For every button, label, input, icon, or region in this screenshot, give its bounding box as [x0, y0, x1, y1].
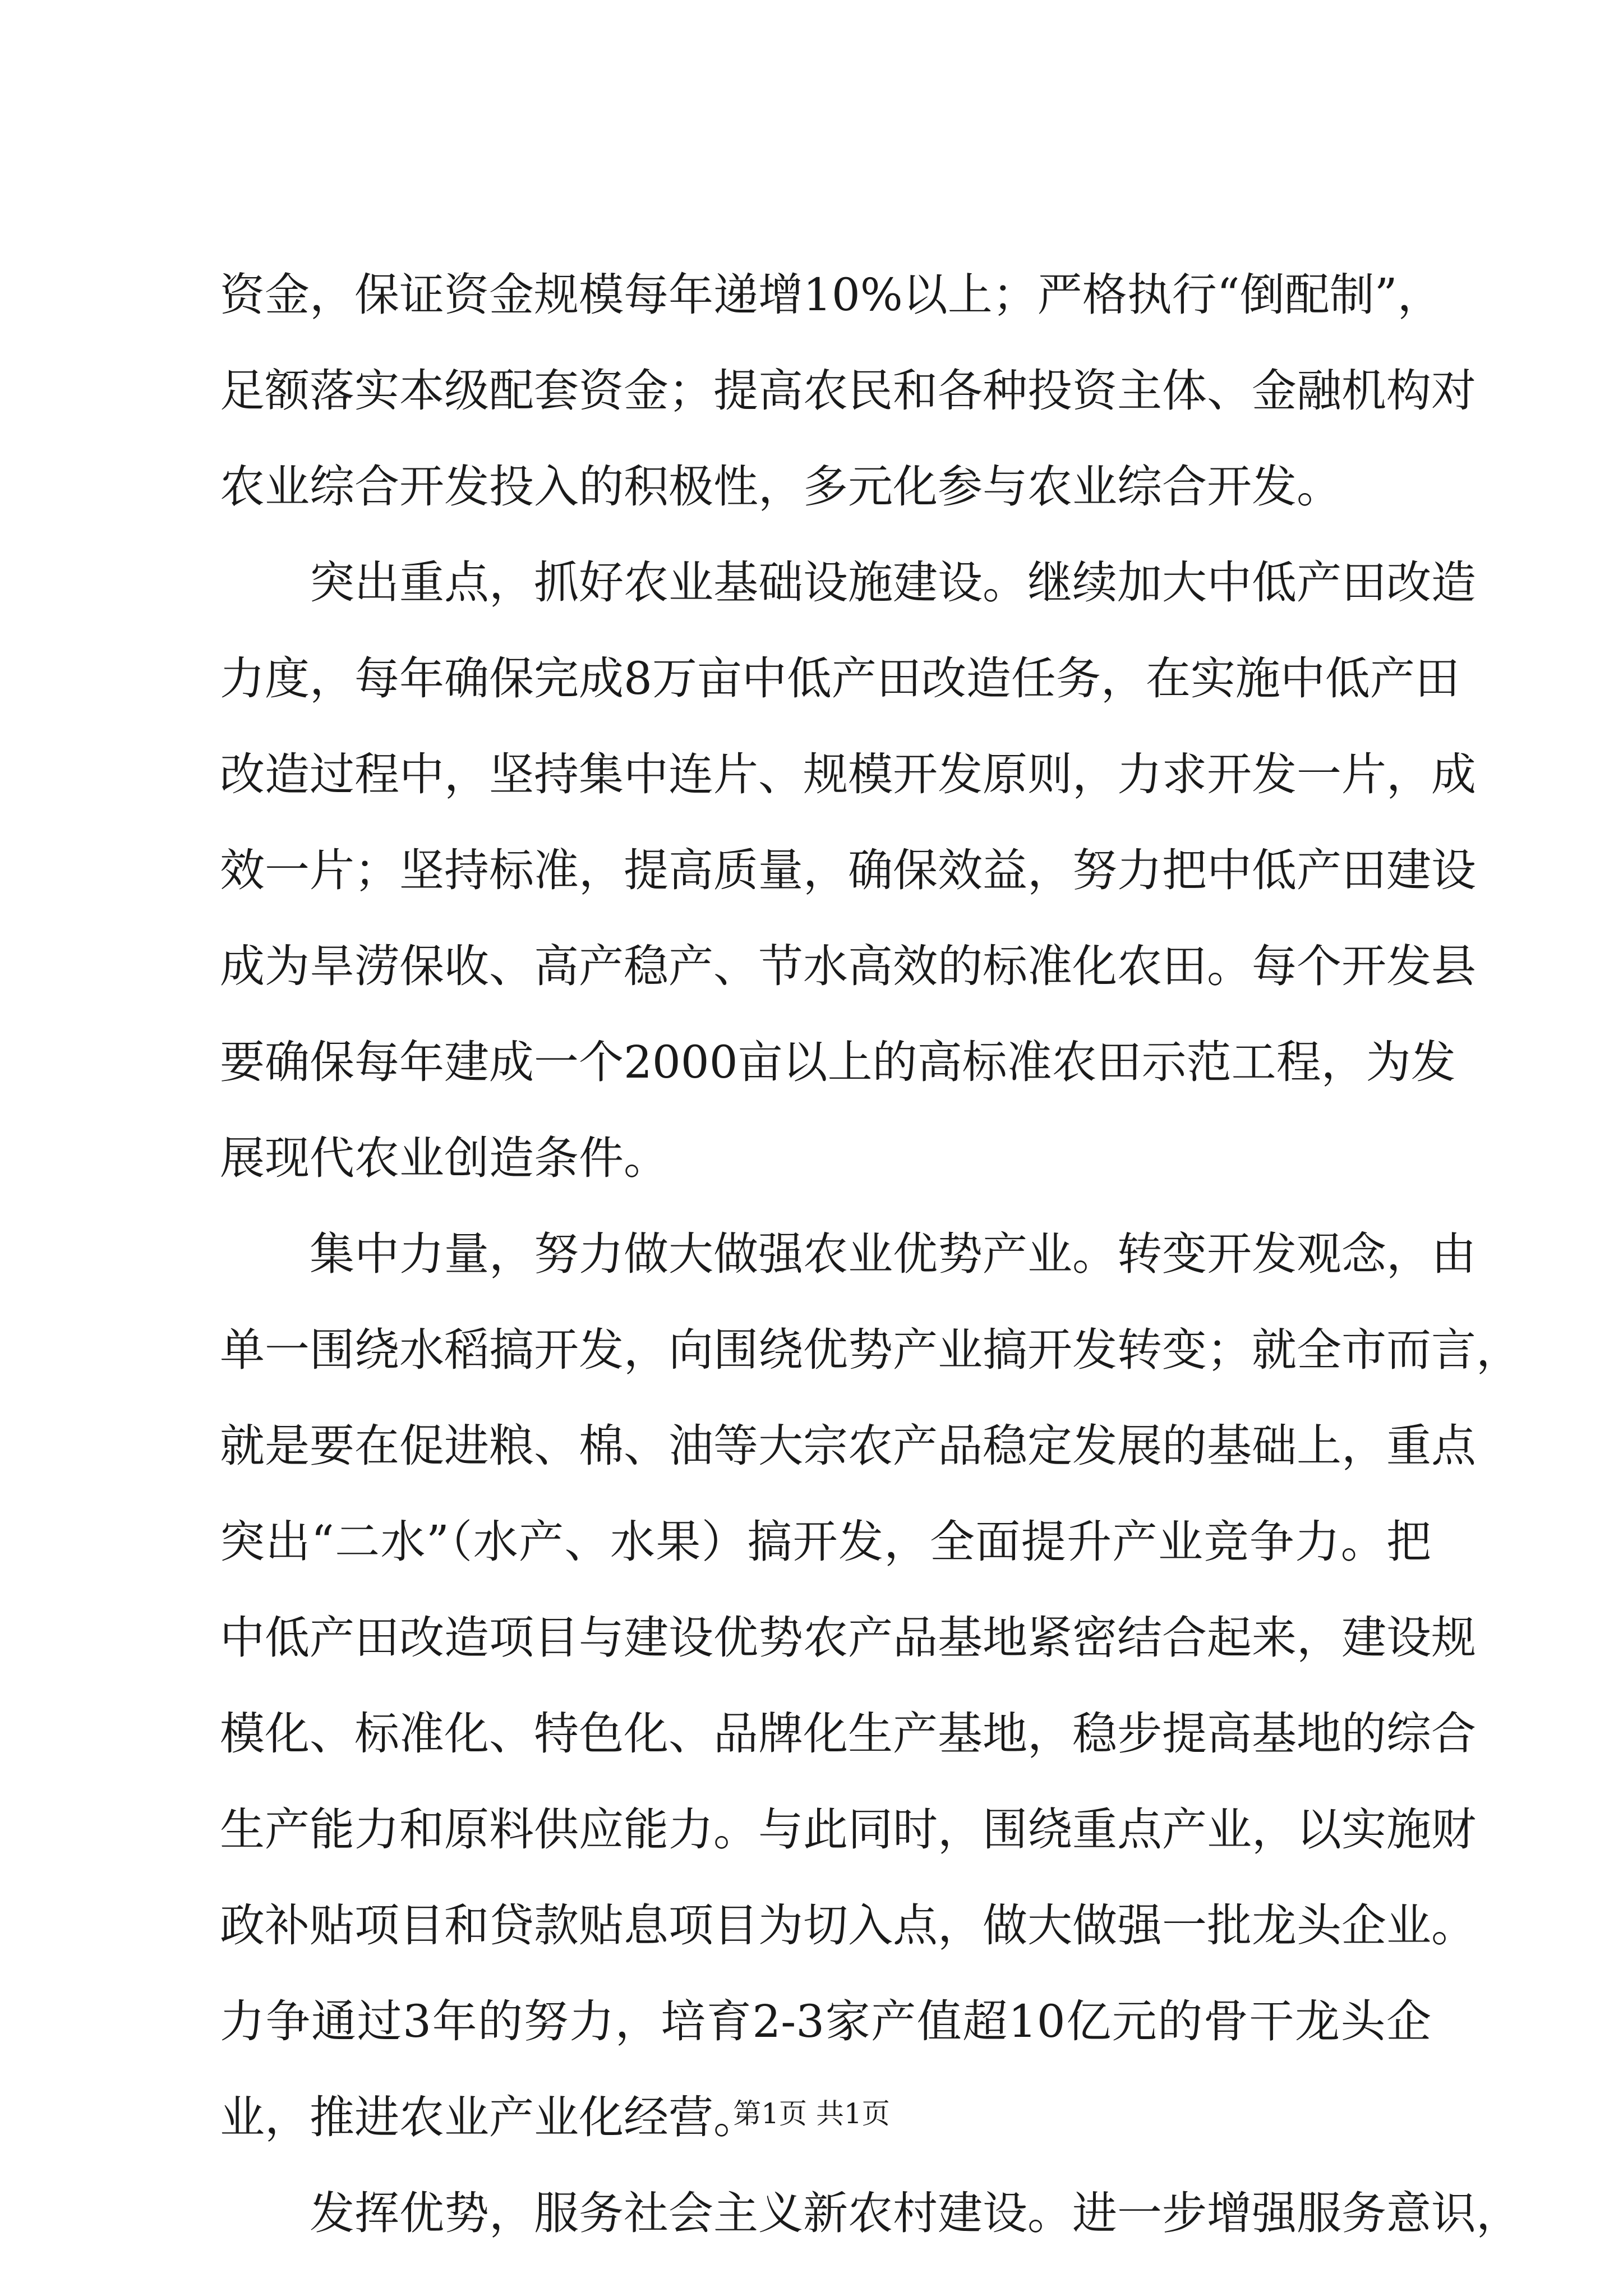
text-line: 生产能力和原料供应能力。与此同时，围绕重点产业，以实施财 — [220, 1803, 1476, 1856]
text-line: 力度，每年确保完成8万亩中低产田改造任务，在实施中低产田 — [220, 652, 1460, 705]
text-line: 展现代农业创造条件。 — [220, 1132, 668, 1184]
text-line: 资金，保证资金规模每年递增10%以上；严格执行“倒配制”， — [220, 269, 1442, 321]
text-line: 足额落实本级配套资金；提高农民和各种投资主体、金融机构对 — [220, 365, 1476, 417]
text-line: 政补贴项目和贷款贴息项目为切入点，做大做强一批龙头企业。 — [220, 1899, 1476, 1952]
page-footer — [0, 2091, 1623, 2132]
document-body — [220, 247, 1521, 2261]
text-line: 突出“二水”（水产、水果）搞开发，全面提升产业竞争力。把 — [220, 1516, 1431, 1568]
page-number: 第1页 共1页 — [733, 2097, 890, 2130]
text-line: 集中力量，努力做大做强农业优势产业。转变开发观念，由 — [310, 1228, 1476, 1280]
text-line: 中低产田改造项目与建设优势农产品基地紧密结合起来，建设规 — [220, 1612, 1476, 1664]
text-line: 农业综合开发投入的积极性，多元化参与农业综合开发。 — [220, 461, 1341, 513]
text-line: 效一片；坚持标准，提高质量，确保效益，努力把中低产田建设 — [220, 844, 1476, 896]
text-line: 就是要在促进粮、棉、油等大宗农产品稳定发展的基础上，重点 — [220, 1420, 1476, 1472]
text-line: 单一围绕水稻搞开发，向围绕优势产业搞开发转变；就全市而言， — [220, 1324, 1521, 1376]
text-line: 成为旱涝保收、高产稳产、节水高效的标准化农田。每个开发县 — [220, 940, 1476, 992]
text-line: 模化、标准化、特色化、品牌化生产基地，稳步提高基地的综合 — [220, 1708, 1476, 1760]
text-line: 要确保每年建成一个2000亩以上的高标准农田示范工程，为发 — [220, 1036, 1456, 1088]
text-line: 业，推进农业产业化经营。 — [220, 2091, 758, 2143]
text-line: 力争通过3年的努力，培育2-3家产值超10亿元的骨干龙头企 — [220, 1995, 1431, 2047]
text-line: 改造过程中，坚持集中连片、规模开发原则，力求开发一片，成 — [220, 748, 1476, 800]
text-line: 发挥优势，服务社会主义新农村建设。进一步增强服务意识， — [310, 2187, 1521, 2239]
text-line: 突出重点，抓好农业基础设施建设。继续加大中低产田改造 — [310, 556, 1476, 609]
